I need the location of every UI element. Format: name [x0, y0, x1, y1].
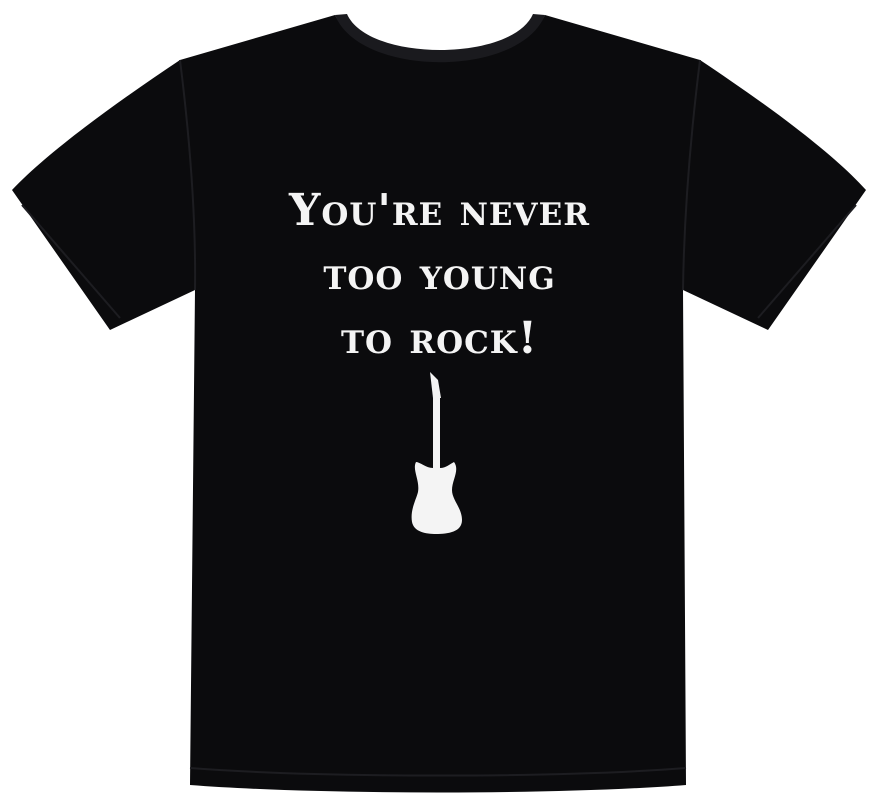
print-line-3: to rock! [340, 313, 539, 364]
print-line-2: too young [323, 249, 556, 300]
print-line-1: You're never [288, 185, 591, 236]
